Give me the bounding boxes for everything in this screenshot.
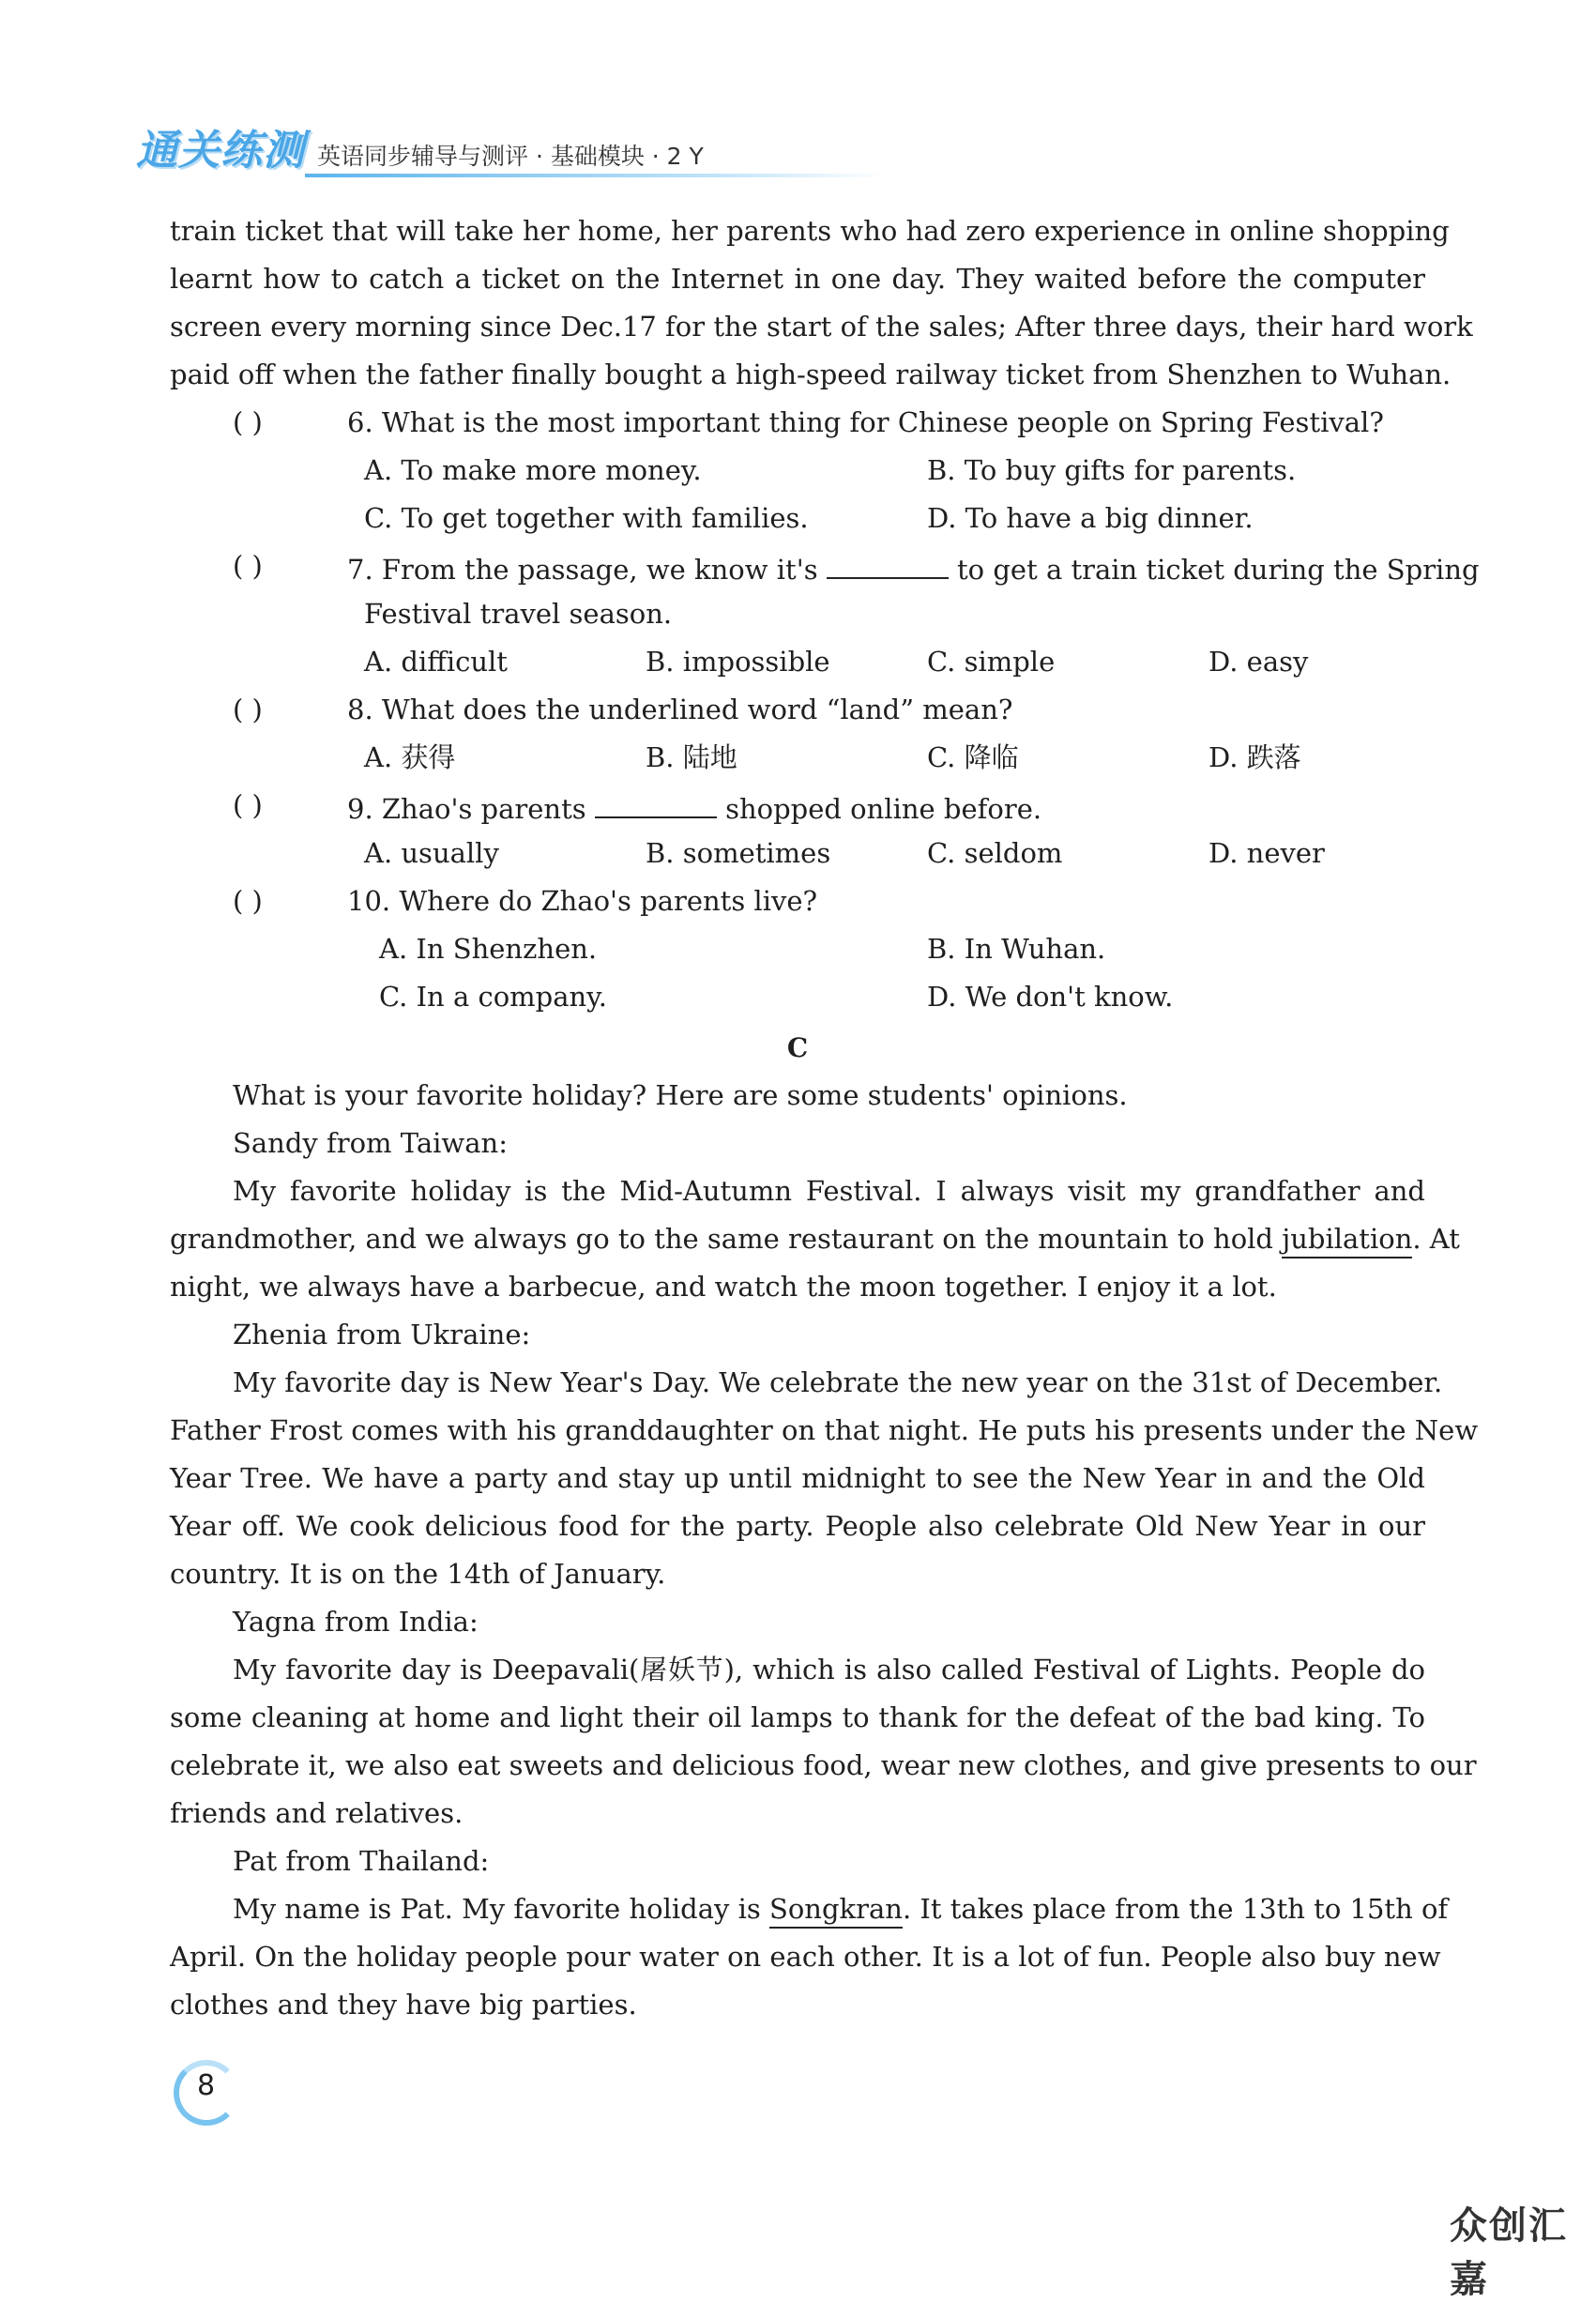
option-6a: A. To make more money. [364, 454, 702, 486]
underlined-word: jubilation [1282, 1223, 1412, 1258]
question-number: 10. [347, 885, 391, 917]
option-10d: D. We don't know. [927, 981, 1174, 1013]
question-text: What is the most important thing for Chinese people on Spring Festival? [381, 406, 1384, 438]
option-6b: B. To buy gifts for parents. [927, 454, 1297, 486]
question-text: to get a train ticket during the Spring [957, 554, 1480, 586]
question-text: Where do Zhao's parents live? [399, 885, 818, 917]
passage-line: learnt how to catch a ticket on the Internet in one day. They waited before the computer [170, 263, 1425, 295]
text-run: My name is Pat. My favorite holiday is [233, 1893, 761, 1925]
answer-blank-8[interactable]: ( ) [233, 694, 263, 725]
option-9d: D. never [1208, 837, 1325, 869]
question-10 [347, 885, 818, 917]
passage-line: Year off. We cook delicious food for the party. People also celebrate Old New Year in our [170, 1510, 1425, 1542]
answer-blank-9[interactable]: ( ) [233, 789, 263, 821]
passage-line: clothes and they have big parties. [170, 1989, 637, 2021]
option-8c: C. 降临 [927, 741, 1019, 773]
option-9a: A. usually [364, 837, 499, 869]
passage-line [233, 1893, 1449, 1925]
passage-line [170, 1223, 1460, 1255]
text-run: . At [1412, 1223, 1460, 1255]
option-7b: B. impossible [646, 646, 830, 678]
option-6c: C. To get together with families. [364, 502, 809, 534]
answer-blank-6[interactable]: ( ) [233, 406, 263, 438]
passage-line: My favorite day is New Year's Day. We celebrate the new year on the 31st of December. [233, 1366, 1443, 1398]
passage-line: screen every morning since Dec.17 for the start of the sales; After three days, their hard work [170, 311, 1473, 343]
passage-line: country. It is on the 14th of January. [170, 1558, 666, 1590]
passage-line: train ticket that will take her home, her parents who had zero experience in online shopping [170, 215, 1450, 247]
question-number: 7. [347, 554, 373, 586]
question-6 [347, 406, 1384, 438]
speaker-name: Yagna from India: [233, 1606, 479, 1638]
question-7 [347, 553, 1480, 584]
option-8d: D. 跌落 [1208, 741, 1301, 773]
option-9b: B. sometimes [646, 837, 831, 869]
passage-line: My favorite day is Deepavali(屠妖节), which is also called Festival of Lights. People do [233, 1654, 1425, 1685]
book-subtitle: 英语同步辅导与测评 · 基础模块 · 2 Y [317, 143, 704, 170]
question-text: Zhao's parents [381, 793, 586, 825]
page-header [136, 125, 755, 181]
question-8 [347, 696, 1012, 724]
underlined-word: Songkran [769, 1893, 903, 1929]
question-number: 6. [347, 406, 373, 438]
question-text: shopped online before. [725, 793, 1042, 825]
option-8a: A. 获得 [364, 741, 456, 773]
question-9 [347, 792, 1041, 823]
page-number: 8 [197, 2069, 216, 2102]
watermark: 众创汇嘉 [1450, 2204, 1568, 2301]
text-run: . It takes place from the 13th to 15th of [902, 1893, 1449, 1925]
speaker-name: Pat from Thailand: [233, 1845, 490, 1877]
option-8b: B. 陆地 [646, 741, 737, 773]
option-6d: D. To have a big dinner. [927, 502, 1254, 534]
passage-line: some cleaning at home and light their oil lamps to thank for the defeat of the bad king. To [170, 1701, 1425, 1733]
passage-line: My favorite holiday is the Mid-Autumn Festival. I always visit my grandfather and [233, 1175, 1425, 1207]
book-logo: 通关练测 [136, 127, 305, 175]
option-10b: B. In Wuhan. [927, 933, 1106, 965]
option-9c: C. seldom [927, 837, 1063, 869]
question-number: 9. [347, 793, 373, 825]
option-7d: D. easy [1208, 646, 1309, 678]
passage-line: celebrate it, we also eat sweets and delicious food, wear new clothes, and give presents to our [170, 1749, 1477, 1781]
passage-line: Father Frost comes with his granddaughter on that night. He puts his presents under the New [170, 1414, 1479, 1446]
option-7c: C. simple [927, 646, 1056, 678]
passage-line: night, we always have a barbecue, and watch the moon together. I enjoy it a lot. [170, 1271, 1277, 1303]
speaker-name: Zhenia from Ukraine: [233, 1319, 531, 1350]
question-text: What does the underlined word “land” mean? [381, 694, 1013, 725]
question-text: From the passage, we know it's [381, 554, 818, 586]
question-number: 8. [347, 694, 373, 725]
option-7a: A. difficult [364, 646, 508, 678]
passage-line: friends and relatives. [170, 1797, 464, 1829]
passage-line: paid off when the father finally bought a high-speed railway ticket from Shenzhen to Wuhan. [170, 358, 1452, 390]
text-run: grandmother, and we always go to the same restaurant on the mountain to hold [170, 1223, 1274, 1255]
passage-line: Year Tree. We have a party and stay up until midnight to see the New Year in and the Old [170, 1462, 1425, 1494]
header-divider [305, 174, 887, 177]
fill-blank[interactable] [827, 553, 949, 579]
section-intro: What is your favorite holiday? Here are some students' opinions. [233, 1079, 1128, 1111]
passage-line: April. On the holiday people pour water on each other. It is a lot of fun. People also buy new [170, 1941, 1441, 1973]
question-7-line2: Festival travel season. [364, 598, 673, 630]
fill-blank[interactable] [595, 792, 717, 818]
answer-blank-7[interactable]: ( ) [233, 550, 263, 582]
option-10c: C. In a company. [379, 981, 607, 1013]
option-10a: A. In Shenzhen. [379, 933, 598, 965]
answer-blank-10[interactable]: ( ) [233, 885, 263, 917]
section-heading: C [786, 1032, 809, 1063]
speaker-name: Sandy from Taiwan: [233, 1127, 508, 1159]
